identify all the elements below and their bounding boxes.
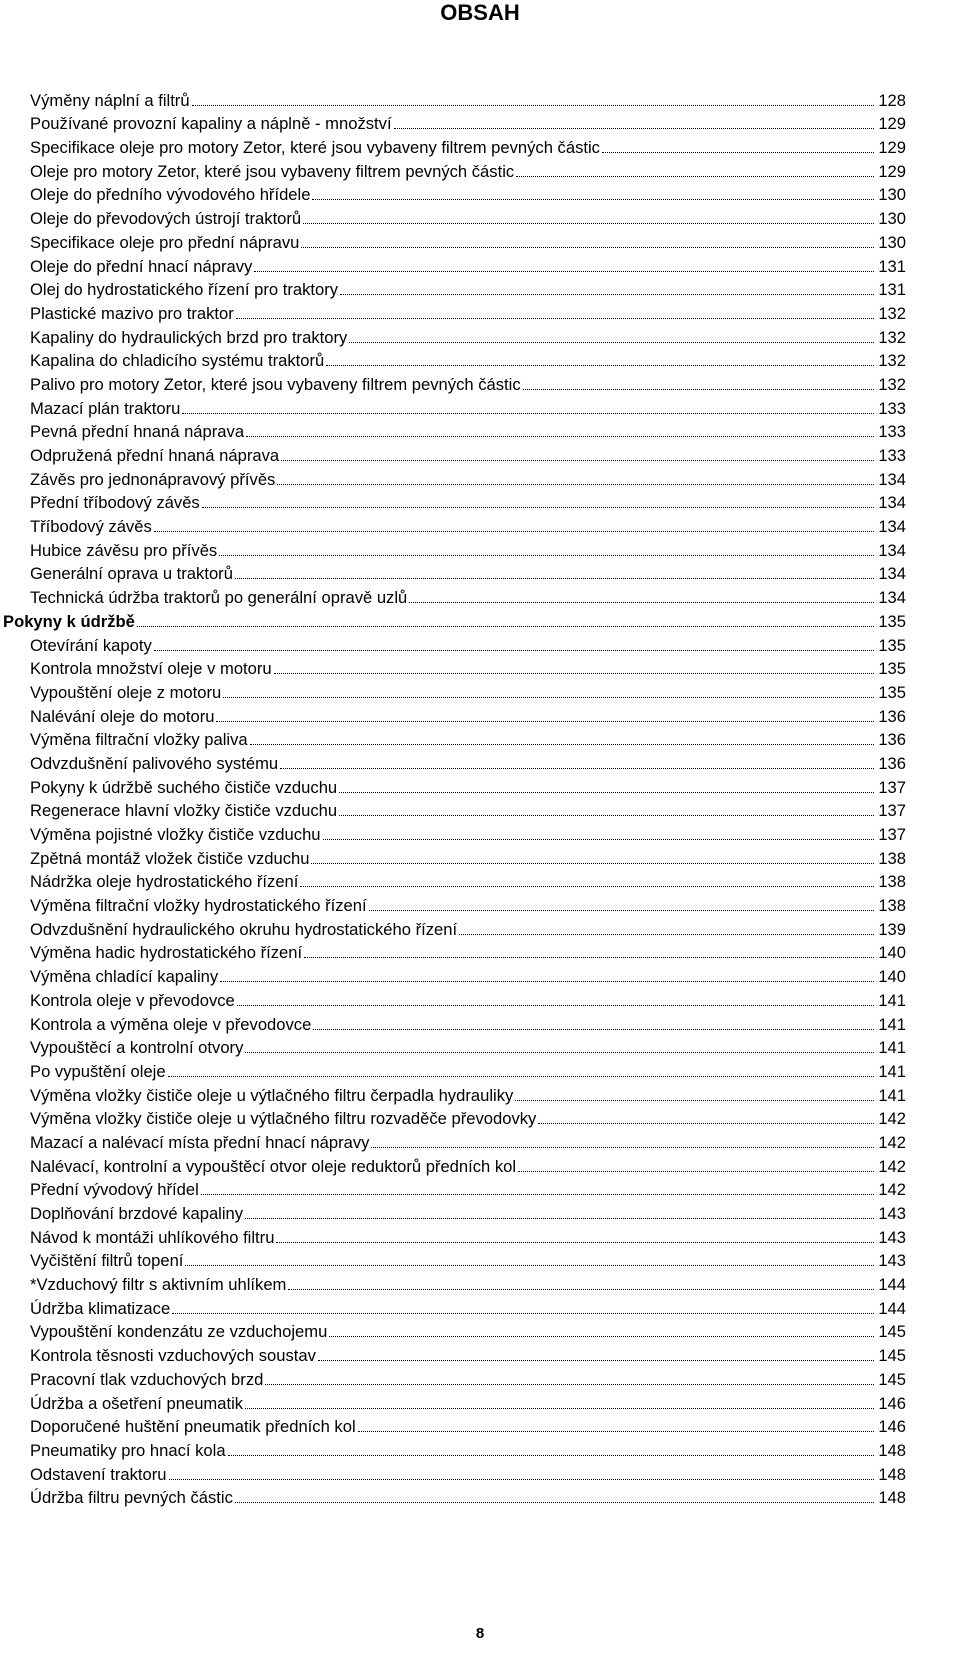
toc-entry-title: Odvzdušnění hydraulického okruhu hydrostatického řízení xyxy=(30,919,458,939)
toc-entry[interactable] xyxy=(0,1152,906,1176)
toc-entry-page-number: 142 xyxy=(878,1132,906,1152)
toc-entry[interactable] xyxy=(0,560,906,584)
toc-entry-title: Kontrola oleje v převodovce xyxy=(30,990,235,1010)
dot-leader xyxy=(254,271,874,272)
toc-entry[interactable] xyxy=(0,702,906,726)
toc-entry-page-number: 136 xyxy=(878,706,906,726)
dot-leader xyxy=(250,744,875,745)
dot-leader xyxy=(394,128,875,129)
toc-entry-title: Pokyny k údržbě suchého čističe vzduchu xyxy=(30,777,338,797)
toc-entry-page-number: 148 xyxy=(878,1440,906,1460)
dot-leader xyxy=(154,531,875,532)
toc-entry-page-number: 133 xyxy=(878,422,906,442)
dot-leader xyxy=(235,1502,874,1503)
toc-entry-page-number: 129 xyxy=(878,114,906,134)
dot-leader xyxy=(245,1052,874,1053)
toc-entry-title: Pracovní tlak vzduchových brzd xyxy=(30,1369,264,1389)
dot-leader xyxy=(246,436,874,437)
toc-entry-title: Otevírání kapoty xyxy=(30,635,152,655)
toc-entry[interactable] xyxy=(0,1365,906,1389)
toc-entry[interactable] xyxy=(0,204,906,228)
toc-entry-page-number: 146 xyxy=(878,1393,906,1413)
toc-entry-page-number: 145 xyxy=(878,1369,906,1389)
dot-leader xyxy=(235,578,874,579)
toc-entry-page-number: 131 xyxy=(878,280,906,300)
toc-entry-title: Oleje pro motory Zetor, které jsou vybaveny filtrem pevných částic xyxy=(30,161,515,181)
toc-entry-title: Výměna vložky čističe oleje u výtlačného filtru čerpadla hydrauliky xyxy=(30,1085,514,1105)
toc-entry[interactable] xyxy=(0,1484,906,1508)
toc-entry-page-number: 135 xyxy=(878,611,906,631)
dot-leader xyxy=(339,815,874,816)
dot-leader xyxy=(281,460,874,461)
toc-entry-page-number: 134 xyxy=(878,540,906,560)
toc-entry-page-number: 140 xyxy=(878,943,906,963)
toc-entry-title: Pokyny k údržbě xyxy=(3,611,135,631)
toc-entry-page-number: 137 xyxy=(878,825,906,844)
toc-entry-title: Údržba klimatizace xyxy=(30,1298,171,1318)
toc-entry-title: Specifikace oleje pro přední nápravu xyxy=(30,232,300,252)
toc-entry-page-number: 136 xyxy=(878,753,906,773)
toc-entry[interactable] xyxy=(0,797,906,821)
dot-leader xyxy=(602,152,874,153)
dot-leader xyxy=(265,1384,874,1385)
toc-entry[interactable] xyxy=(0,820,906,844)
dot-leader xyxy=(237,1005,875,1006)
dot-leader xyxy=(340,294,874,295)
toc-entry-title: Zpětná montáž vložek čističe vzduchu xyxy=(30,848,310,868)
toc-entry[interactable] xyxy=(0,1247,906,1271)
toc-entry-title: Olej do hydrostatického řízení pro traktory xyxy=(30,280,339,300)
toc-entry-title: Výměna filtrační vložky paliva xyxy=(30,730,248,750)
toc-entry[interactable] xyxy=(0,1270,906,1294)
toc-entry-title: Vypouštění oleje z motoru xyxy=(30,682,222,702)
toc-entry-page-number: 143 xyxy=(878,1227,906,1247)
toc-entry-page-number: 138 xyxy=(878,848,906,868)
dot-leader xyxy=(154,650,875,651)
toc-entry-page-number: 142 xyxy=(878,1180,906,1200)
toc-entry-page-number: 133 xyxy=(878,446,906,465)
toc-entry[interactable] xyxy=(0,370,906,394)
dot-leader xyxy=(304,957,874,958)
toc-entry-title: Výměna chladící kapaliny xyxy=(30,967,219,987)
toc-entry[interactable] xyxy=(0,1223,906,1247)
toc-entry[interactable] xyxy=(0,512,906,536)
dot-leader xyxy=(216,721,874,722)
toc-entry-title: Kontrola těsnosti vzduchových soustav xyxy=(30,1346,316,1366)
toc-entry-title: Vypouštění kondenzátu ze vzduchojemu xyxy=(30,1322,328,1342)
toc-entry-page-number: 130 xyxy=(878,185,906,205)
toc-entry-page-number: 139 xyxy=(878,919,906,939)
toc-entry-page-number: 132 xyxy=(878,374,906,394)
toc-entry[interactable] xyxy=(0,1105,906,1129)
toc-entry-page-number: 148 xyxy=(878,1464,906,1484)
toc-entry[interactable] xyxy=(0,1341,906,1365)
toc-entry-page-number: 142 xyxy=(878,1109,906,1129)
toc-entry[interactable] xyxy=(0,962,906,986)
toc-entry-title: Výměna filtrační vložky hydrostatického řízení xyxy=(30,896,367,916)
toc-entry-page-number: 134 xyxy=(878,588,906,608)
dot-leader xyxy=(228,1455,875,1456)
toc-entry-title: Údržba a ošetření pneumatik xyxy=(30,1393,244,1413)
toc-entry-page-number: 135 xyxy=(878,635,906,655)
toc-entry-page-number: 136 xyxy=(878,730,906,750)
toc-entry-title: Údržba filtru pevných částic xyxy=(30,1488,233,1508)
dot-leader xyxy=(538,1123,874,1124)
dot-leader xyxy=(300,886,874,887)
toc-entry[interactable] xyxy=(0,276,906,300)
dot-leader xyxy=(220,981,874,982)
toc-entry[interactable] xyxy=(0,986,906,1010)
toc-entry-title: Regenerace hlavní vložky čističe vzduchu xyxy=(30,801,338,821)
toc-entry-page-number: 134 xyxy=(878,517,906,537)
toc-entry-page-number: 144 xyxy=(878,1298,906,1318)
toc-entry-title: Oleje do předního vývodového hřídele xyxy=(30,185,311,205)
dot-leader xyxy=(172,1313,874,1314)
toc-entry-title: Kontrola množství oleje v motoru xyxy=(30,659,272,679)
toc-entry-title: Vyčištění filtrů topení xyxy=(30,1251,184,1271)
toc-entry-page-number: 132 xyxy=(878,351,906,371)
page-number: 8 xyxy=(475,1625,485,1642)
toc-entry[interactable] xyxy=(0,1318,906,1342)
table-of-contents xyxy=(0,86,960,1507)
toc-entry-title: Odvzdušnění palivového systému xyxy=(30,753,279,773)
toc-entry[interactable] xyxy=(0,299,906,323)
dot-leader xyxy=(236,318,875,319)
toc-entry-title: Přední tříbodový závěs xyxy=(30,493,200,513)
dot-leader xyxy=(169,1479,875,1480)
toc-entry-title: Mazací a nalévací místa přední hnací nápravy xyxy=(30,1132,370,1152)
toc-entry[interactable] xyxy=(0,347,906,371)
toc-section-heading[interactable] xyxy=(0,607,906,631)
toc-entry-title: Oleje do přední hnací nápravy xyxy=(30,256,253,276)
dot-leader xyxy=(192,105,875,106)
dot-leader xyxy=(276,1242,874,1243)
toc-entry-title: Výměny náplní a filtrů xyxy=(30,90,190,110)
toc-entry-title: Odpružená přední hnaná náprava xyxy=(30,446,280,465)
dot-leader xyxy=(137,626,874,627)
dot-leader xyxy=(329,1336,874,1337)
toc-entry[interactable] xyxy=(0,1010,906,1034)
toc-entry-title: Po vypuštění oleje xyxy=(30,1061,166,1081)
toc-entry-title: Tříbodový závěs xyxy=(30,517,152,537)
toc-entry-title: Oleje do převodových ústrojí traktorů xyxy=(30,209,302,229)
dot-leader xyxy=(245,1408,874,1409)
toc-entry-title: Palivo pro motory Zetor, které jsou vybaveny filtrem pevných částic xyxy=(30,374,521,394)
dot-leader xyxy=(223,697,874,698)
toc-entry-page-number: 135 xyxy=(878,682,906,702)
dot-leader xyxy=(312,199,874,200)
toc-entry-title: Doplňování brzdové kapaliny xyxy=(30,1204,244,1223)
toc-entry-page-number: 134 xyxy=(878,469,906,489)
toc-entry-page-number: 141 xyxy=(878,1085,906,1105)
dot-leader xyxy=(303,223,874,224)
page-title: OBSAH xyxy=(440,0,520,25)
toc-entry[interactable] xyxy=(0,749,906,773)
toc-entry-title: Mazací plán traktoru xyxy=(30,398,181,418)
toc-entry-page-number: 134 xyxy=(878,564,906,584)
toc-entry-title: *Vzduchový filtr s aktivním uhlíkem xyxy=(30,1275,287,1295)
toc-entry[interactable] xyxy=(0,418,906,442)
toc-entry[interactable] xyxy=(0,110,906,134)
toc-entry-title: Návod k montáži uhlíkového filtru xyxy=(30,1227,275,1247)
toc-entry[interactable] xyxy=(0,1034,906,1058)
toc-entry[interactable] xyxy=(0,252,906,276)
toc-entry-title: Nalévání oleje do motoru xyxy=(30,706,215,726)
toc-entry-page-number: 137 xyxy=(878,801,906,821)
dot-leader xyxy=(459,934,874,935)
toc-entry[interactable] xyxy=(0,465,906,489)
toc-entry-page-number: 129 xyxy=(878,138,906,158)
toc-entry-page-number: 144 xyxy=(878,1275,906,1295)
toc-entry[interactable] xyxy=(0,583,906,607)
toc-entry-page-number: 129 xyxy=(878,161,906,181)
toc-entry-page-number: 140 xyxy=(878,967,906,987)
toc-entry-page-number: 137 xyxy=(878,777,906,797)
dot-leader xyxy=(288,1289,874,1290)
toc-entry-title: Kapalina do chladicího systému traktorů xyxy=(30,351,325,371)
toc-entry-title: Používané provozní kapaliny a náplně - množství xyxy=(30,114,392,134)
toc-entry[interactable] xyxy=(0,1081,906,1105)
toc-entry[interactable] xyxy=(0,678,906,702)
dot-leader xyxy=(280,768,874,769)
dot-leader xyxy=(358,1431,875,1432)
dot-leader xyxy=(323,839,875,840)
toc-entry[interactable] xyxy=(0,773,906,797)
toc-entry[interactable] xyxy=(0,323,906,347)
toc-entry[interactable] xyxy=(0,915,906,939)
toc-entry-page-number: 131 xyxy=(878,256,906,276)
toc-entry[interactable] xyxy=(0,489,906,513)
toc-entry-title: Závěs pro jednonápravový přívěs xyxy=(30,469,276,489)
toc-entry-page-number: 141 xyxy=(878,1061,906,1081)
toc-entry[interactable] xyxy=(0,394,906,418)
toc-entry[interactable] xyxy=(0,228,906,252)
toc-entry-title: Nádržka oleje hydrostatického řízení xyxy=(30,872,299,892)
toc-entry-title: Vypouštěcí a kontrolní otvory xyxy=(30,1038,244,1058)
toc-entry[interactable] xyxy=(0,1436,906,1460)
toc-entry-page-number: 141 xyxy=(878,1014,906,1034)
toc-entry-page-number: 145 xyxy=(878,1322,906,1342)
toc-entry-title: Kapaliny do hydraulických brzd pro traktory xyxy=(30,327,348,347)
toc-entry[interactable] xyxy=(0,1294,906,1318)
toc-entry-page-number: 141 xyxy=(878,1038,906,1058)
toc-entry-title: Hubice závěsu pro přívěs xyxy=(30,540,218,560)
toc-entry-title: Kontrola a výměna oleje v převodovce xyxy=(30,1014,312,1034)
dot-leader xyxy=(339,792,874,793)
toc-entry[interactable] xyxy=(0,1057,906,1081)
dot-leader xyxy=(301,247,874,248)
dot-leader xyxy=(523,389,875,390)
dot-leader xyxy=(349,342,874,343)
toc-entry[interactable] xyxy=(0,536,906,560)
dot-leader xyxy=(219,555,874,556)
dot-leader xyxy=(369,910,875,911)
dot-leader xyxy=(516,176,874,177)
toc-entry[interactable] xyxy=(0,939,906,963)
dot-leader xyxy=(518,1171,874,1172)
toc-entry[interactable] xyxy=(0,441,906,465)
toc-entry[interactable] xyxy=(0,1199,906,1223)
toc-entry-page-number: 143 xyxy=(878,1204,906,1223)
dot-leader xyxy=(318,1360,874,1361)
toc-entry-page-number: 132 xyxy=(878,303,906,323)
toc-entry-page-number: 132 xyxy=(878,327,906,347)
dot-leader xyxy=(185,1265,874,1266)
toc-entry-page-number: 146 xyxy=(878,1417,906,1437)
toc-entry[interactable] xyxy=(0,86,906,110)
dot-leader xyxy=(326,365,874,366)
toc-entry-page-number: 130 xyxy=(878,232,906,252)
toc-entry-page-number: 128 xyxy=(878,90,906,110)
dot-leader xyxy=(313,1029,874,1030)
dot-leader xyxy=(202,507,875,508)
toc-entry[interactable] xyxy=(0,1128,906,1152)
toc-entry-page-number: 143 xyxy=(878,1251,906,1271)
dot-leader xyxy=(311,863,874,864)
toc-entry-title: Pneumatiky pro hnací kola xyxy=(30,1440,226,1460)
dot-leader xyxy=(515,1100,874,1101)
toc-entry[interactable] xyxy=(0,631,906,655)
toc-entry-page-number: 148 xyxy=(878,1488,906,1508)
toc-entry-page-number: 138 xyxy=(878,896,906,916)
toc-entry-title: Plastické mazivo pro traktor xyxy=(30,303,234,323)
toc-entry[interactable] xyxy=(0,157,906,181)
toc-entry-title: Výměna pojistné vložky čističe vzduchu xyxy=(30,825,321,844)
toc-entry[interactable] xyxy=(0,655,906,679)
dot-leader xyxy=(182,413,874,414)
toc-entry[interactable] xyxy=(0,181,906,205)
toc-entry-page-number: 130 xyxy=(878,209,906,229)
toc-entry[interactable] xyxy=(0,726,906,750)
toc-entry-page-number: 145 xyxy=(878,1346,906,1366)
toc-entry-page-number: 135 xyxy=(878,659,906,679)
toc-entry-title: Specifikace oleje pro motory Zetor, které jsou vybaveny filtrem pevných částic xyxy=(30,138,600,158)
dot-leader xyxy=(371,1147,874,1148)
toc-entry[interactable] xyxy=(0,1176,906,1200)
toc-entry-title: Generální oprava u traktorů xyxy=(30,564,233,584)
dot-leader xyxy=(409,602,874,603)
toc-entry[interactable] xyxy=(0,1389,906,1413)
dot-leader xyxy=(245,1218,874,1219)
dot-leader xyxy=(274,673,875,674)
toc-entry-page-number: 133 xyxy=(878,398,906,418)
toc-entry-title: Přední vývodový hřídel xyxy=(30,1180,199,1200)
toc-entry-page-number: 138 xyxy=(878,872,906,892)
toc-entry-page-number: 142 xyxy=(878,1156,906,1176)
dot-leader xyxy=(168,1076,875,1077)
toc-entry[interactable] xyxy=(0,844,906,868)
toc-entry-title: Doporučené huštění pneumatik předních kol xyxy=(30,1417,356,1437)
toc-entry-title: Nalévací, kontrolní a vypouštěcí otvor oleje reduktorů předních kol xyxy=(30,1156,517,1176)
toc-entry[interactable] xyxy=(0,868,906,892)
toc-entry-title: Výměna hadic hydrostatického řízení xyxy=(30,943,303,963)
toc-entry[interactable] xyxy=(0,1413,906,1437)
dot-leader xyxy=(277,484,874,485)
dot-leader xyxy=(201,1194,875,1195)
toc-entry[interactable] xyxy=(0,891,906,915)
toc-entry-title: Pevná přední hnaná náprava xyxy=(30,422,245,442)
toc-entry-title: Odstavení traktoru xyxy=(30,1464,167,1484)
toc-entry-title: Výměna vložky čističe oleje u výtlačného filtru rozvaděče převodovky xyxy=(30,1109,537,1129)
toc-entry-page-number: 134 xyxy=(878,493,906,513)
toc-entry-page-number: 141 xyxy=(878,990,906,1010)
toc-entry-title: Technická údržba traktorů po generální opravě uzlů xyxy=(30,588,408,608)
toc-entry[interactable] xyxy=(0,133,906,157)
toc-entry[interactable] xyxy=(0,1460,906,1484)
